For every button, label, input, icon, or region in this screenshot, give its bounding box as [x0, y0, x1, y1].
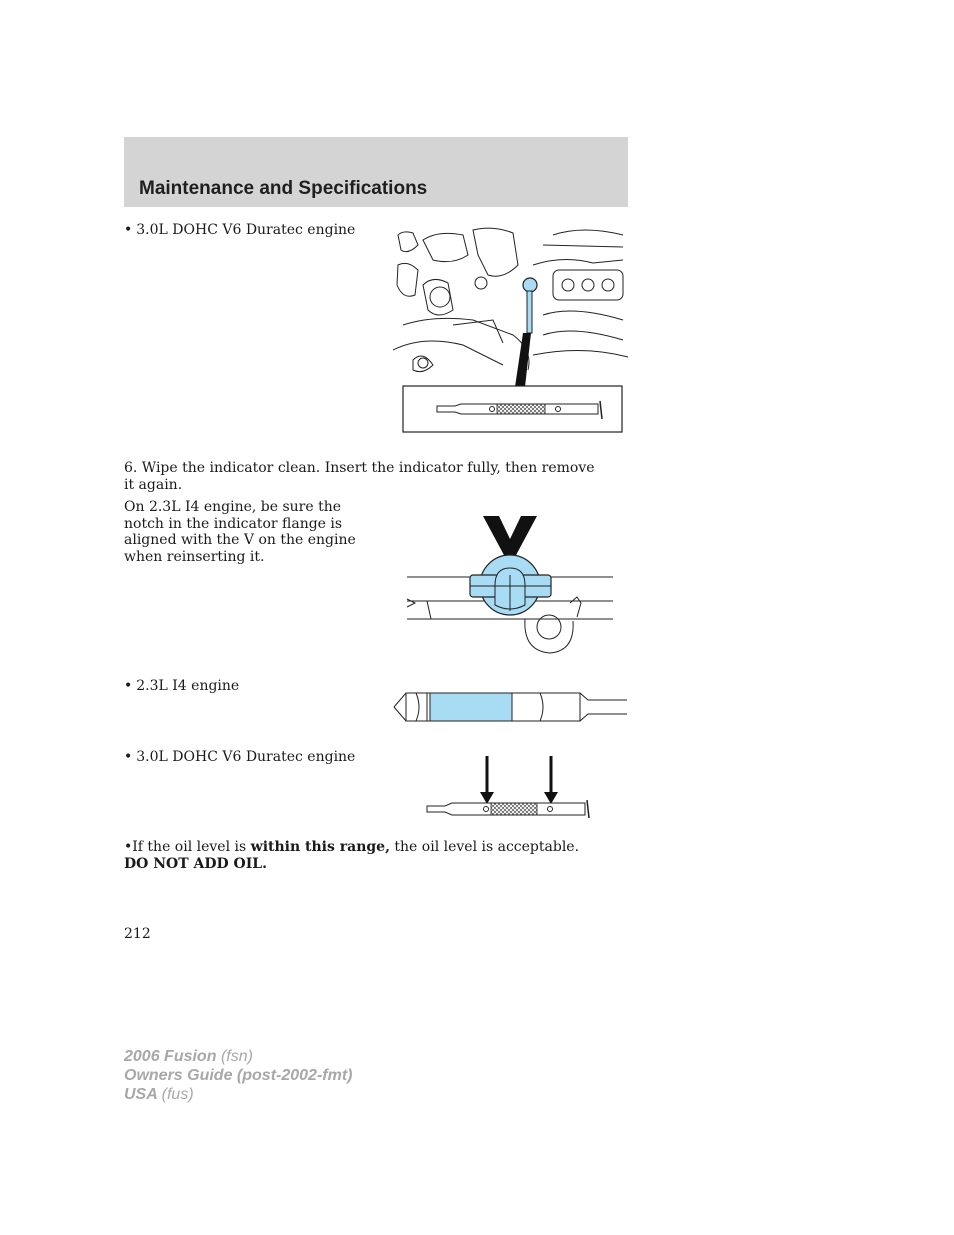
- v6-dipstick-illustration: [425, 754, 591, 820]
- bullet-i4: [124, 678, 239, 695]
- oil-level-range: within this range,: [250, 839, 390, 855]
- document-footer: [124, 1047, 352, 1104]
- oil-level-middle: the oil level is acceptable.: [389, 839, 580, 855]
- i4-range-highlight: [430, 693, 512, 721]
- bullet-char: •: [124, 749, 133, 765]
- step-6-text: 6. Wipe the indicator clean. Insert the indicator fully, then remove it again.: [124, 460, 595, 493]
- i4-dipstick-illustration: [392, 690, 628, 724]
- oil-level-text: [124, 839, 604, 872]
- dipstick-handle-highlight: [523, 278, 537, 292]
- bullet-v6-bottom: [124, 749, 355, 766]
- v6-range-hatch: [491, 803, 537, 815]
- note-i4-text: On 2.3L I4 engine, be sure the notch in the indicator flange is aligned with the V on the engine when reinserting it.: [124, 499, 356, 565]
- footer-market-code: (fus): [161, 1086, 194, 1103]
- footer-model-code: (fsn): [220, 1048, 253, 1065]
- bullet-char: •: [124, 222, 133, 238]
- bullet-v6-top: [124, 222, 355, 239]
- v-mark: [483, 516, 537, 557]
- engine-bay-illustration: [393, 225, 629, 437]
- oil-level-warning: DO NOT ADD OIL.: [124, 855, 267, 872]
- bullet-char: •: [124, 678, 133, 694]
- page-number: 212: [124, 926, 151, 942]
- bullet-v6-top-text: 3.0L DOHC V6 Duratec engine: [136, 222, 356, 238]
- footer-guide: Owners Guide (post-2002-fmt): [124, 1067, 353, 1084]
- bullet-v6-bottom-text: 3.0L DOHC V6 Duratec engine: [136, 749, 356, 765]
- footer-market: USA: [124, 1086, 158, 1103]
- v-notch-illustration: [405, 513, 617, 655]
- oil-level-prefix: •If the oil level is: [124, 839, 251, 855]
- footer-model: 2006 Fusion: [124, 1048, 217, 1065]
- bullet-i4-text: 2.3L I4 engine: [136, 678, 240, 694]
- section-title: Maintenance and Specifications: [139, 178, 428, 199]
